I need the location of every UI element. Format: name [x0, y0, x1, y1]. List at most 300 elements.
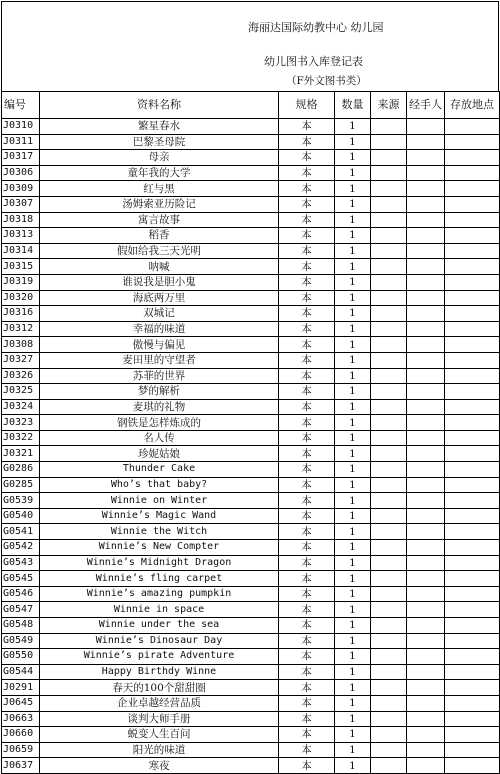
- spec-cell: 本: [279, 259, 335, 275]
- table-row: [2, 384, 500, 400]
- location-cell: [445, 274, 500, 290]
- quantity-cell: 1: [335, 633, 371, 649]
- spec-cell: 本: [279, 540, 335, 556]
- book-code-cell: J0327: [2, 352, 40, 368]
- quantity-cell: 1: [335, 243, 371, 259]
- spec-cell: 本: [279, 477, 335, 493]
- quantity-cell: 1: [335, 695, 371, 711]
- source-cell: [371, 196, 407, 212]
- quantity-cell: 1: [335, 165, 371, 181]
- column-header-location: 存放地点: [445, 92, 500, 119]
- table-row: [2, 399, 500, 415]
- quantity-cell: 1: [335, 462, 371, 478]
- handler-cell: [407, 259, 445, 275]
- quantity-cell: 1: [335, 119, 371, 135]
- table-row: [2, 352, 500, 368]
- handler-cell: [407, 493, 445, 509]
- book-name-cell: Winnie’s fling carpet: [40, 571, 279, 587]
- handler-cell: [407, 540, 445, 556]
- table-row: [2, 524, 500, 540]
- location-cell: [445, 540, 500, 556]
- spec-cell: 本: [279, 321, 335, 337]
- location-cell: [445, 493, 500, 509]
- book-name-cell: Winnie on Winter: [40, 493, 279, 509]
- source-cell: [371, 586, 407, 602]
- book-code-cell: G0285: [2, 477, 40, 493]
- column-header-name: 资料名称: [40, 92, 279, 119]
- register-sheet: [1, 1, 499, 774]
- quantity-cell: 1: [335, 150, 371, 166]
- handler-cell: [407, 680, 445, 696]
- spec-cell: 本: [279, 664, 335, 680]
- table-row: [2, 711, 500, 727]
- location-cell: [445, 321, 500, 337]
- quantity-cell: 1: [335, 368, 371, 384]
- spec-cell: 本: [279, 306, 335, 322]
- book-name-cell: 汤姆索亚历险记: [40, 196, 279, 212]
- quantity-cell: 1: [335, 212, 371, 228]
- table-row: [2, 571, 500, 587]
- sheet-title: 幼儿图书入库登记表: [264, 55, 363, 68]
- handler-cell: [407, 664, 445, 680]
- source-cell: [371, 119, 407, 135]
- source-cell: [371, 571, 407, 587]
- table-row: [2, 306, 500, 322]
- book-name-cell: Winnie’s pirate Adventure: [40, 649, 279, 665]
- handler-cell: [407, 306, 445, 322]
- quantity-cell: 1: [335, 134, 371, 150]
- source-cell: [371, 352, 407, 368]
- quantity-cell: 1: [335, 758, 371, 774]
- source-cell: [371, 306, 407, 322]
- handler-cell: [407, 228, 445, 244]
- book-code-cell: J0310: [2, 119, 40, 135]
- table-header-row: [2, 92, 500, 119]
- book-name-cell: 谈判大师手册: [40, 711, 279, 727]
- location-cell: [445, 477, 500, 493]
- source-cell: [371, 508, 407, 524]
- table-row: [2, 196, 500, 212]
- spec-cell: 本: [279, 711, 335, 727]
- handler-cell: [407, 727, 445, 743]
- table-row: [2, 446, 500, 462]
- book-code-cell: J0323: [2, 415, 40, 431]
- organization-name: 海丽达国际幼教中心 幼儿园: [248, 21, 384, 34]
- table-row: [2, 134, 500, 150]
- book-code-cell: J0309: [2, 181, 40, 197]
- spec-cell: 本: [279, 446, 335, 462]
- handler-cell: [407, 150, 445, 166]
- spec-cell: 本: [279, 399, 335, 415]
- spec-cell: 本: [279, 758, 335, 774]
- column-header-qty: 数量: [335, 92, 371, 119]
- source-cell: [371, 321, 407, 337]
- source-cell: [371, 181, 407, 197]
- quantity-cell: 1: [335, 571, 371, 587]
- spec-cell: 本: [279, 493, 335, 509]
- book-name-cell: Winnie’s Dinosaur Day: [40, 633, 279, 649]
- location-cell: [445, 711, 500, 727]
- handler-cell: [407, 508, 445, 524]
- quantity-cell: 1: [335, 399, 371, 415]
- book-name-cell: 谁说我是胆小鬼: [40, 274, 279, 290]
- location-cell: [445, 384, 500, 400]
- handler-cell: [407, 695, 445, 711]
- book-name-cell: 春天的100个甜甜圈: [40, 680, 279, 696]
- quantity-cell: 1: [335, 321, 371, 337]
- location-cell: [445, 555, 500, 571]
- book-name-cell: Winnie in space: [40, 602, 279, 618]
- location-cell: [445, 571, 500, 587]
- book-name-cell: 珍妮姑娘: [40, 446, 279, 462]
- spec-cell: 本: [279, 727, 335, 743]
- table-row: [2, 165, 500, 181]
- book-name-cell: Thunder Cake: [40, 462, 279, 478]
- table-row: [2, 243, 500, 259]
- source-cell: [371, 758, 407, 774]
- handler-cell: [407, 352, 445, 368]
- book-name-cell: 名人传: [40, 430, 279, 446]
- book-code-cell: G0540: [2, 508, 40, 524]
- table-row: [2, 680, 500, 696]
- book-name-cell: 红与黑: [40, 181, 279, 197]
- book-code-cell: J0320: [2, 290, 40, 306]
- spec-cell: 本: [279, 150, 335, 166]
- book-code-cell: J0311: [2, 134, 40, 150]
- handler-cell: [407, 165, 445, 181]
- sheet-header: [1, 1, 499, 91]
- book-name-cell: 巴黎圣母院: [40, 134, 279, 150]
- quantity-cell: 1: [335, 196, 371, 212]
- table-row: [2, 119, 500, 135]
- handler-cell: [407, 368, 445, 384]
- table-row: [2, 368, 500, 384]
- quantity-cell: 1: [335, 742, 371, 758]
- table-row: [2, 649, 500, 665]
- book-name-cell: 稻香: [40, 228, 279, 244]
- handler-cell: [407, 618, 445, 634]
- book-code-cell: J0663: [2, 711, 40, 727]
- quantity-cell: 1: [335, 228, 371, 244]
- spec-cell: 本: [279, 415, 335, 431]
- location-cell: [445, 306, 500, 322]
- spec-cell: 本: [279, 352, 335, 368]
- source-cell: [371, 150, 407, 166]
- book-name-cell: 钢铁是怎样炼成的: [40, 415, 279, 431]
- book-code-cell: J0291: [2, 680, 40, 696]
- quantity-cell: 1: [335, 290, 371, 306]
- source-cell: [371, 462, 407, 478]
- location-cell: [445, 758, 500, 774]
- table-row: [2, 181, 500, 197]
- handler-cell: [407, 571, 445, 587]
- location-cell: [445, 430, 500, 446]
- location-cell: [445, 508, 500, 524]
- book-code-cell: G0544: [2, 664, 40, 680]
- book-code-cell: J0317: [2, 150, 40, 166]
- source-cell: [371, 165, 407, 181]
- spec-cell: 本: [279, 165, 335, 181]
- location-cell: [445, 618, 500, 634]
- spec-cell: 本: [279, 602, 335, 618]
- location-cell: [445, 228, 500, 244]
- location-cell: [445, 664, 500, 680]
- book-name-cell: 繁星春水: [40, 119, 279, 135]
- handler-cell: [407, 430, 445, 446]
- handler-cell: [407, 446, 445, 462]
- book-code-cell: G0539: [2, 493, 40, 509]
- spec-cell: 本: [279, 586, 335, 602]
- spec-cell: 本: [279, 119, 335, 135]
- book-code-cell: J0326: [2, 368, 40, 384]
- source-cell: [371, 384, 407, 400]
- table-row: [2, 462, 500, 478]
- spec-cell: 本: [279, 618, 335, 634]
- source-cell: [371, 618, 407, 634]
- book-code-cell: G0548: [2, 618, 40, 634]
- location-cell: [445, 633, 500, 649]
- table-row: [2, 337, 500, 353]
- book-code-cell: J0312: [2, 321, 40, 337]
- quantity-cell: 1: [335, 446, 371, 462]
- table-row: [2, 742, 500, 758]
- location-cell: [445, 649, 500, 665]
- book-code-cell: G0550: [2, 649, 40, 665]
- book-name-cell: Winnie’s Magic Wand: [40, 508, 279, 524]
- column-header-handler: 经手人: [407, 92, 445, 119]
- location-cell: [445, 212, 500, 228]
- location-cell: [445, 259, 500, 275]
- source-cell: [371, 477, 407, 493]
- spec-cell: 本: [279, 524, 335, 540]
- book-name-cell: Winnie the Witch: [40, 524, 279, 540]
- spec-cell: 本: [279, 555, 335, 571]
- book-code-cell: J0306: [2, 165, 40, 181]
- table-row: [2, 290, 500, 306]
- handler-cell: [407, 274, 445, 290]
- spec-cell: 本: [279, 337, 335, 353]
- spec-cell: 本: [279, 462, 335, 478]
- book-name-cell: Who’s that baby?: [40, 477, 279, 493]
- book-code-cell: J0322: [2, 430, 40, 446]
- book-code-cell: G0549: [2, 633, 40, 649]
- location-cell: [445, 368, 500, 384]
- location-cell: [445, 415, 500, 431]
- book-code-cell: J0315: [2, 259, 40, 275]
- source-cell: [371, 727, 407, 743]
- source-cell: [371, 711, 407, 727]
- location-cell: [445, 165, 500, 181]
- quantity-cell: 1: [335, 680, 371, 696]
- quantity-cell: 1: [335, 555, 371, 571]
- table-row: [2, 540, 500, 556]
- spec-cell: 本: [279, 274, 335, 290]
- book-name-cell: 海底两万里: [40, 290, 279, 306]
- quantity-cell: 1: [335, 508, 371, 524]
- book-name-cell: 梦的解析: [40, 384, 279, 400]
- book-code-cell: J0324: [2, 399, 40, 415]
- sheet-subtitle: （F外文图书类）: [286, 75, 367, 87]
- table-row: [2, 259, 500, 275]
- book-code-cell: G0547: [2, 602, 40, 618]
- location-cell: [445, 446, 500, 462]
- book-name-cell: Winnie under the sea: [40, 618, 279, 634]
- spec-cell: 本: [279, 508, 335, 524]
- book-name-cell: 双城记: [40, 306, 279, 322]
- location-cell: [445, 399, 500, 415]
- quantity-cell: 1: [335, 274, 371, 290]
- spec-cell: 本: [279, 134, 335, 150]
- table-row: [2, 430, 500, 446]
- quantity-cell: 1: [335, 181, 371, 197]
- book-name-cell: Happy Birthdy Winne: [40, 664, 279, 680]
- source-cell: [371, 259, 407, 275]
- location-cell: [445, 119, 500, 135]
- source-cell: [371, 695, 407, 711]
- table-row: [2, 321, 500, 337]
- source-cell: [371, 212, 407, 228]
- source-cell: [371, 274, 407, 290]
- spec-cell: 本: [279, 228, 335, 244]
- source-cell: [371, 415, 407, 431]
- source-cell: [371, 368, 407, 384]
- quantity-cell: 1: [335, 415, 371, 431]
- handler-cell: [407, 742, 445, 758]
- spec-cell: 本: [279, 212, 335, 228]
- table-row: [2, 618, 500, 634]
- handler-cell: [407, 196, 445, 212]
- table-row: [2, 695, 500, 711]
- spec-cell: 本: [279, 181, 335, 197]
- book-code-cell: G0546: [2, 586, 40, 602]
- quantity-cell: 1: [335, 384, 371, 400]
- handler-cell: [407, 633, 445, 649]
- spec-cell: 本: [279, 196, 335, 212]
- book-code-cell: J0659: [2, 742, 40, 758]
- book-code-cell: J0325: [2, 384, 40, 400]
- source-cell: [371, 649, 407, 665]
- handler-cell: [407, 212, 445, 228]
- book-name-cell: 企业卓越经营品质: [40, 695, 279, 711]
- spec-cell: 本: [279, 368, 335, 384]
- book-code-cell: J0645: [2, 695, 40, 711]
- location-cell: [445, 290, 500, 306]
- book-name-cell: Winnie’s amazing pumpkin: [40, 586, 279, 602]
- book-name-cell: 母亲: [40, 150, 279, 166]
- book-name-cell: 假如给我三天光明: [40, 243, 279, 259]
- location-cell: [445, 352, 500, 368]
- spec-cell: 本: [279, 290, 335, 306]
- handler-cell: [407, 758, 445, 774]
- handler-cell: [407, 181, 445, 197]
- book-code-cell: G0286: [2, 462, 40, 478]
- source-cell: [371, 228, 407, 244]
- book-code-cell: J0321: [2, 446, 40, 462]
- quantity-cell: 1: [335, 540, 371, 556]
- book-name-cell: 童年我的大学: [40, 165, 279, 181]
- table-row: [2, 274, 500, 290]
- book-code-cell: J0318: [2, 212, 40, 228]
- source-cell: [371, 524, 407, 540]
- quantity-cell: 1: [335, 524, 371, 540]
- book-name-cell: 麦琪的礼物: [40, 399, 279, 415]
- source-cell: [371, 134, 407, 150]
- handler-cell: [407, 290, 445, 306]
- book-name-cell: 阳光的味道: [40, 742, 279, 758]
- handler-cell: [407, 119, 445, 135]
- book-name-cell: 蜕变人生百问: [40, 727, 279, 743]
- handler-cell: [407, 524, 445, 540]
- quantity-cell: 1: [335, 430, 371, 446]
- spec-cell: 本: [279, 571, 335, 587]
- handler-cell: [407, 649, 445, 665]
- book-code-cell: J0319: [2, 274, 40, 290]
- book-code-cell: G0541: [2, 524, 40, 540]
- quantity-cell: 1: [335, 602, 371, 618]
- book-code-cell: J0314: [2, 243, 40, 259]
- source-cell: [371, 602, 407, 618]
- table-row: [2, 664, 500, 680]
- table-row: [2, 602, 500, 618]
- book-code-cell: J0637: [2, 758, 40, 774]
- book-name-cell: 呐喊: [40, 259, 279, 275]
- location-cell: [445, 742, 500, 758]
- location-cell: [445, 150, 500, 166]
- source-cell: [371, 399, 407, 415]
- handler-cell: [407, 477, 445, 493]
- handler-cell: [407, 462, 445, 478]
- handler-cell: [407, 602, 445, 618]
- quantity-cell: 1: [335, 352, 371, 368]
- book-name-cell: Winnie’s New Compter: [40, 540, 279, 556]
- quantity-cell: 1: [335, 649, 371, 665]
- book-name-cell: 傲慢与偏见: [40, 337, 279, 353]
- table-row: [2, 415, 500, 431]
- source-cell: [371, 430, 407, 446]
- quantity-cell: 1: [335, 259, 371, 275]
- handler-cell: [407, 555, 445, 571]
- quantity-cell: 1: [335, 618, 371, 634]
- quantity-cell: 1: [335, 306, 371, 322]
- book-name-cell: 幸福的味道: [40, 321, 279, 337]
- spec-cell: 本: [279, 695, 335, 711]
- handler-cell: [407, 399, 445, 415]
- table-row: [2, 586, 500, 602]
- quantity-cell: 1: [335, 493, 371, 509]
- spec-cell: 本: [279, 742, 335, 758]
- table-row: [2, 228, 500, 244]
- source-cell: [371, 243, 407, 259]
- location-cell: [445, 524, 500, 540]
- handler-cell: [407, 384, 445, 400]
- source-cell: [371, 290, 407, 306]
- location-cell: [445, 695, 500, 711]
- handler-cell: [407, 711, 445, 727]
- source-cell: [371, 664, 407, 680]
- quantity-cell: 1: [335, 664, 371, 680]
- source-cell: [371, 742, 407, 758]
- source-cell: [371, 446, 407, 462]
- book-code-cell: G0543: [2, 555, 40, 571]
- book-name-cell: 苏菲的世界: [40, 368, 279, 384]
- table-row: [2, 212, 500, 228]
- book-code-cell: J0308: [2, 337, 40, 353]
- spec-cell: 本: [279, 649, 335, 665]
- table-row: [2, 508, 500, 524]
- handler-cell: [407, 415, 445, 431]
- location-cell: [445, 727, 500, 743]
- quantity-cell: 1: [335, 711, 371, 727]
